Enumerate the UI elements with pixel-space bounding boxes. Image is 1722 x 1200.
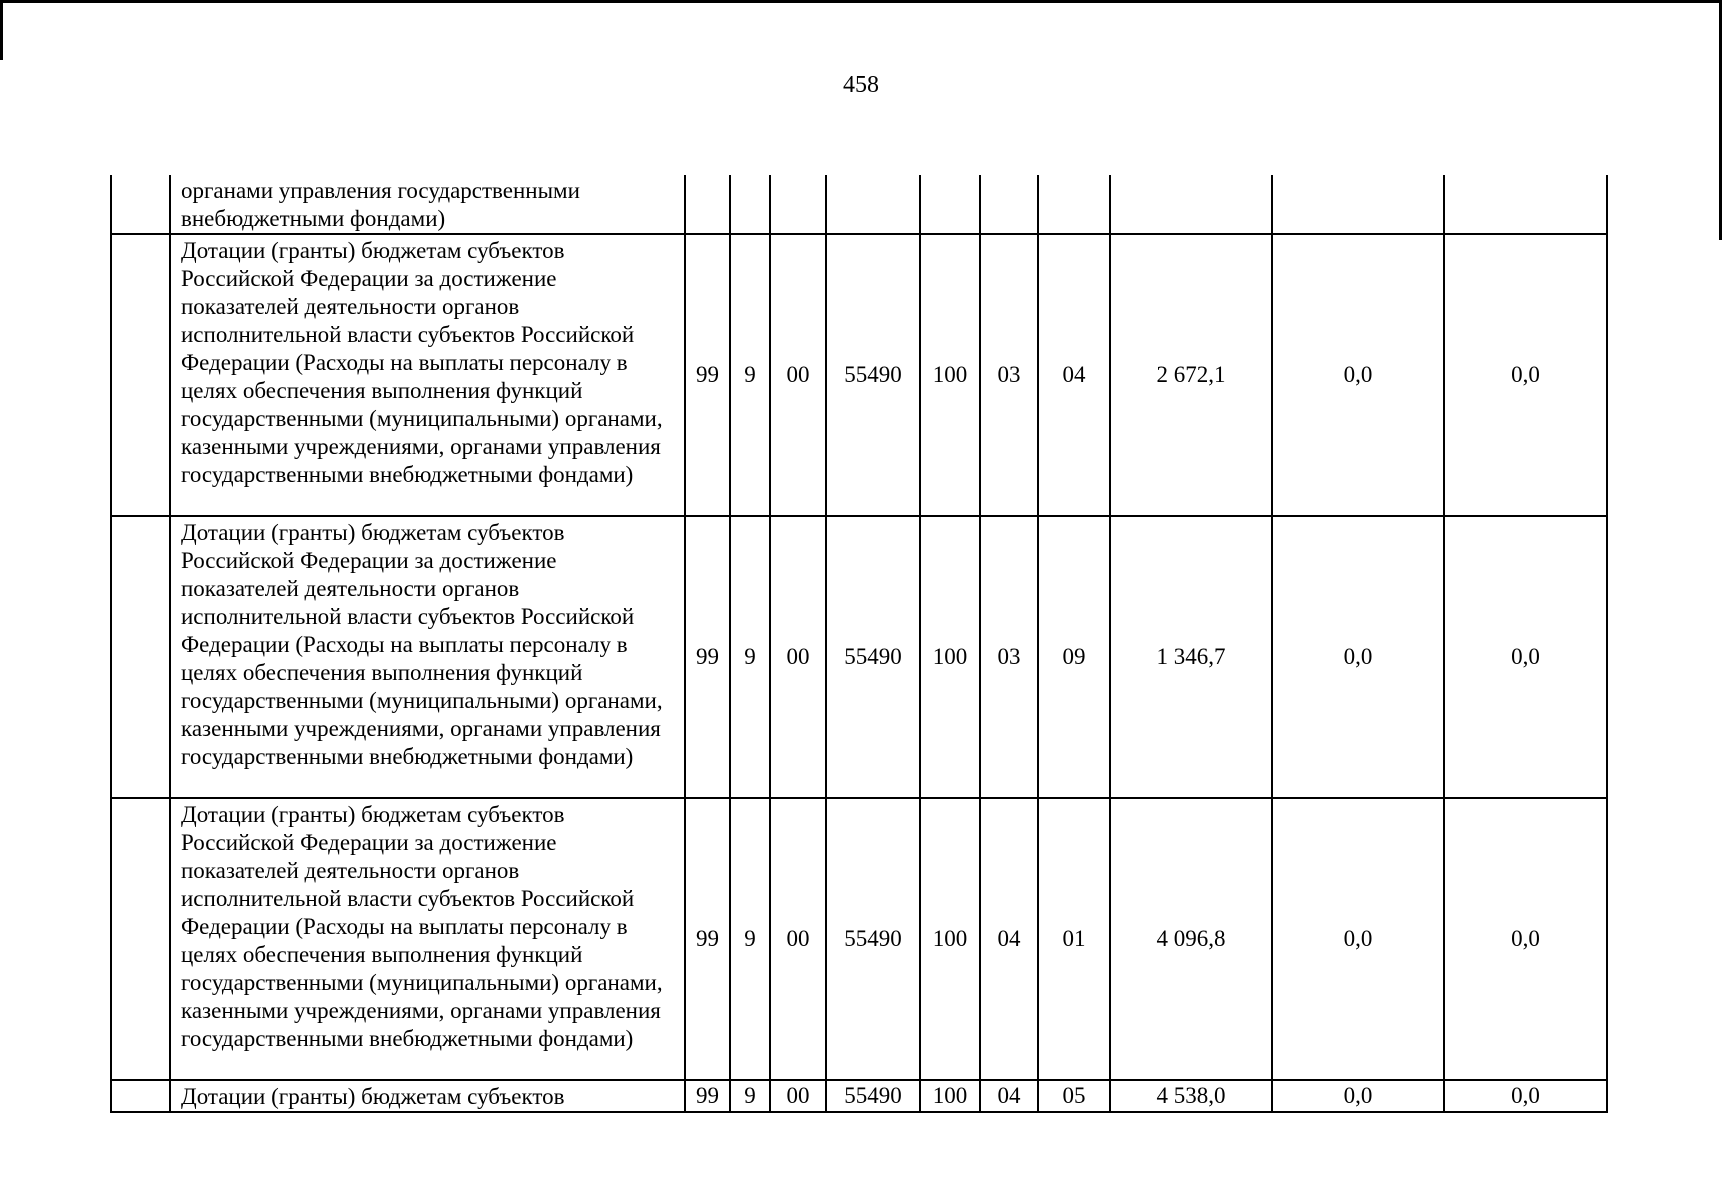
amount-cell	[1110, 175, 1272, 234]
amount-cell: 0,0	[1444, 234, 1607, 516]
row-index-cell	[111, 516, 170, 798]
code-cell: 09	[1038, 516, 1110, 798]
code-cell: 100	[920, 234, 980, 516]
table-row	[111, 798, 1607, 1080]
budget-table	[110, 175, 1608, 1113]
amount-cell: 0,0	[1272, 516, 1444, 798]
description-cell: Дотации (гранты) бюджетам субъектов	[170, 1080, 685, 1112]
code-cell: 9	[730, 234, 770, 516]
amount-cell: 0,0	[1272, 234, 1444, 516]
code-cell: 55490	[826, 234, 920, 516]
code-cell: 9	[730, 516, 770, 798]
code-cell: 05	[1038, 1080, 1110, 1112]
row-index-cell	[111, 234, 170, 516]
row-index-cell	[111, 798, 170, 1080]
code-cell: 9	[730, 798, 770, 1080]
amount-cell	[1272, 175, 1444, 234]
code-cell: 55490	[826, 1080, 920, 1112]
code-cell: 99	[685, 234, 730, 516]
table-row	[111, 234, 1607, 516]
code-cell: 55490	[826, 516, 920, 798]
code-cell: 99	[685, 516, 730, 798]
page-number: 458	[843, 72, 879, 98]
code-cell: 9	[730, 1080, 770, 1112]
row-index-cell	[111, 175, 170, 234]
code-cell: 99	[685, 1080, 730, 1112]
code-cell: 00	[770, 798, 826, 1080]
amount-cell: 4 538,0	[1110, 1080, 1272, 1112]
table-row	[111, 516, 1607, 798]
amount-cell: 1 346,7	[1110, 516, 1272, 798]
code-cell	[685, 175, 730, 234]
code-cell: 100	[920, 798, 980, 1080]
amount-cell: 0,0	[1272, 1080, 1444, 1112]
code-cell: 04	[980, 1080, 1038, 1112]
code-cell: 04	[1038, 234, 1110, 516]
code-cell: 03	[980, 234, 1038, 516]
code-cell	[770, 175, 826, 234]
code-cell: 100	[920, 516, 980, 798]
code-cell: 01	[1038, 798, 1110, 1080]
code-cell	[920, 175, 980, 234]
code-cell: 03	[980, 516, 1038, 798]
table-row	[111, 1080, 1607, 1112]
table-row	[111, 175, 1607, 234]
code-cell	[980, 175, 1038, 234]
description-cell: Дотации (гранты) бюджетам субъектов Российской Федерации за достижение показателей деятельности органов исполнительной власти субъектов Российской Федерации (Расходы на выплаты персоналу в целях обеспечения выполнения функций государственными (муниципальными) органами, казенными учреждениями, органами управления государственными внебюджетными фондами)	[170, 516, 685, 798]
code-cell: 99	[685, 798, 730, 1080]
amount-cell: 0,0	[1444, 1080, 1607, 1112]
description-cell: Дотации (гранты) бюджетам субъектов Российской Федерации за достижение показателей деятельности органов исполнительной власти субъектов Российской Федерации (Расходы на выплаты персоналу в целях обеспечения выполнения функций государственными (муниципальными) органами, казенными учреждениями, органами управления государственными внебюджетными фондами)	[170, 234, 685, 516]
amount-cell: 0,0	[1444, 798, 1607, 1080]
code-cell: 00	[770, 516, 826, 798]
amount-cell: 2 672,1	[1110, 234, 1272, 516]
scan-edge-top	[0, 0, 1722, 3]
description-cell: Дотации (гранты) бюджетам субъектов Российской Федерации за достижение показателей деятельности органов исполнительной власти субъектов Российской Федерации (Расходы на выплаты персоналу в целях обеспечения выполнения функций государственными (муниципальными) органами, казенными учреждениями, органами управления государственными внебюджетными фондами)	[170, 798, 685, 1080]
code-cell	[1038, 175, 1110, 234]
amount-cell: 0,0	[1272, 798, 1444, 1080]
code-cell: 04	[980, 798, 1038, 1080]
amount-cell: 0,0	[1444, 516, 1607, 798]
code-cell: 00	[770, 234, 826, 516]
row-index-cell	[111, 1080, 170, 1112]
code-cell	[826, 175, 920, 234]
code-cell: 00	[770, 1080, 826, 1112]
amount-cell: 4 096,8	[1110, 798, 1272, 1080]
code-cell: 55490	[826, 798, 920, 1080]
code-cell	[730, 175, 770, 234]
amount-cell	[1444, 175, 1607, 234]
scan-edge-left	[0, 0, 3, 60]
description-cell: органами управления государственными внебюджетными фондами)	[170, 175, 685, 234]
code-cell: 100	[920, 1080, 980, 1112]
